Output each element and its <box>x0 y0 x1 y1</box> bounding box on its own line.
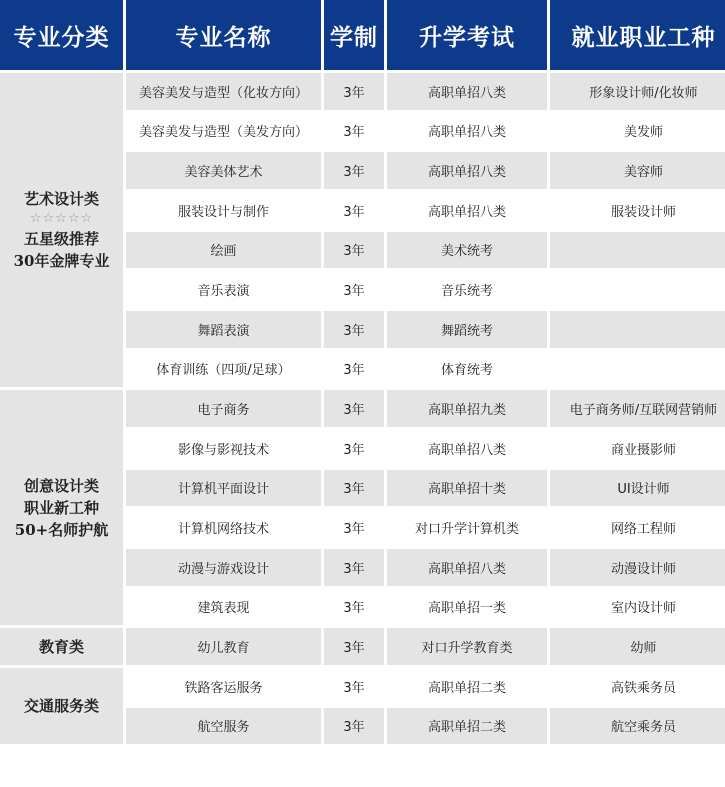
exam-cell: 高职单招一类 <box>387 589 547 626</box>
category-line: 交通服务类 <box>23 697 99 716</box>
exam-cell: 高职单招八类 <box>387 152 547 189</box>
category-education <box>0 628 123 665</box>
duration-cell: 3年 <box>324 390 384 427</box>
header-category: 专业分类 <box>0 0 123 70</box>
category-art-design <box>0 73 123 387</box>
duration-cell: 3年 <box>324 113 384 150</box>
major-name-cell: 美容美体艺术 <box>126 152 321 189</box>
category-transport-service <box>0 668 123 744</box>
major-name-cell: 美容美发与造型（化妆方向） <box>126 73 321 110</box>
exam-cell: 音乐统考 <box>387 271 547 308</box>
job-cell: 动漫设计师 <box>550 549 725 586</box>
job-cell: 航空乘务员 <box>550 708 725 745</box>
duration-cell: 3年 <box>324 192 384 229</box>
exam-cell: 体育统考 <box>387 351 547 388</box>
exam-cell: 高职单招二类 <box>387 668 547 705</box>
duration-cell: 3年 <box>324 628 384 665</box>
major-name-cell: 体育训练（四项/足球） <box>126 351 321 388</box>
job-cell <box>550 271 725 308</box>
exam-cell: 高职单招八类 <box>387 192 547 229</box>
category-line: 教育类 <box>38 637 84 656</box>
category-line: 50+名师护航 <box>14 520 109 539</box>
exam-cell: 高职单招九类 <box>387 390 547 427</box>
job-cell: 高铁乘务员 <box>550 668 725 705</box>
category-line: 创意设计类 <box>23 476 99 495</box>
major-name-cell: 服装设计与制作 <box>126 192 321 229</box>
duration-cell: 3年 <box>324 708 384 745</box>
header-major-name: 专业名称 <box>126 0 321 70</box>
major-name-cell: 建筑表现 <box>126 589 321 626</box>
duration-cell: 3年 <box>324 589 384 626</box>
major-name-cell: 影像与影视技术 <box>126 430 321 467</box>
exam-cell: 对口升学教育类 <box>387 628 547 665</box>
job-cell: 幼师 <box>550 628 725 665</box>
job-cell: UI设计师 <box>550 470 725 507</box>
major-name-cell: 计算机平面设计 <box>126 470 321 507</box>
header-exam: 升学考试 <box>387 0 547 70</box>
job-cell: 形象设计师/化妆师 <box>550 73 725 110</box>
major-name-cell: 铁路客运服务 <box>126 668 321 705</box>
category-creative-design <box>0 390 123 625</box>
job-cell: 室内设计师 <box>550 589 725 626</box>
job-cell: 商业摄影师 <box>550 430 725 467</box>
category-line: 职业新工种 <box>23 498 99 517</box>
job-cell: 网络工程师 <box>550 509 725 546</box>
duration-cell: 3年 <box>324 351 384 388</box>
exam-cell: 高职单招八类 <box>387 549 547 586</box>
major-name-cell: 计算机网络技术 <box>126 509 321 546</box>
major-name-cell: 动漫与游戏设计 <box>126 549 321 586</box>
major-name-cell: 舞蹈表演 <box>126 311 321 348</box>
category-line: 艺术设计类 <box>23 190 99 209</box>
job-cell <box>550 351 725 388</box>
duration-cell: 3年 <box>324 232 384 269</box>
exam-cell: 高职单招十类 <box>387 470 547 507</box>
exam-cell: 高职单招八类 <box>387 113 547 150</box>
duration-cell: 3年 <box>324 152 384 189</box>
job-cell: 电子商务师/互联网营销师 <box>550 390 725 427</box>
exam-cell: 高职单招二类 <box>387 708 547 745</box>
header-job: 就业职业工种 <box>550 0 725 70</box>
five-star-rating: ☆☆☆☆☆ <box>29 211 94 227</box>
category-line: 30年金牌专业 <box>13 252 110 271</box>
major-name-cell: 幼儿教育 <box>126 628 321 665</box>
job-cell: 服装设计师 <box>550 192 725 229</box>
exam-cell: 美术统考 <box>387 232 547 269</box>
duration-cell: 3年 <box>324 668 384 705</box>
job-cell: 美容师 <box>550 152 725 189</box>
duration-cell: 3年 <box>324 73 384 110</box>
duration-cell: 3年 <box>324 549 384 586</box>
duration-cell: 3年 <box>324 470 384 507</box>
major-name-cell: 绘画 <box>126 232 321 269</box>
exam-cell: 高职单招八类 <box>387 73 547 110</box>
major-name-cell: 电子商务 <box>126 390 321 427</box>
exam-cell: 舞蹈统考 <box>387 311 547 348</box>
duration-cell: 3年 <box>324 311 384 348</box>
duration-cell: 3年 <box>324 430 384 467</box>
exam-cell: 对口升学计算机类 <box>387 509 547 546</box>
major-name-cell: 音乐表演 <box>126 271 321 308</box>
duration-cell: 3年 <box>324 271 384 308</box>
major-name-cell: 航空服务 <box>126 708 321 745</box>
duration-cell: 3年 <box>324 509 384 546</box>
exam-cell: 高职单招八类 <box>387 430 547 467</box>
header-duration: 学制 <box>324 0 384 70</box>
category-line: 五星级推荐 <box>23 230 99 249</box>
job-cell <box>550 311 725 348</box>
job-cell: 美发师 <box>550 113 725 150</box>
major-name-cell: 美容美发与造型（美发方向） <box>126 113 321 150</box>
job-cell <box>550 232 725 269</box>
